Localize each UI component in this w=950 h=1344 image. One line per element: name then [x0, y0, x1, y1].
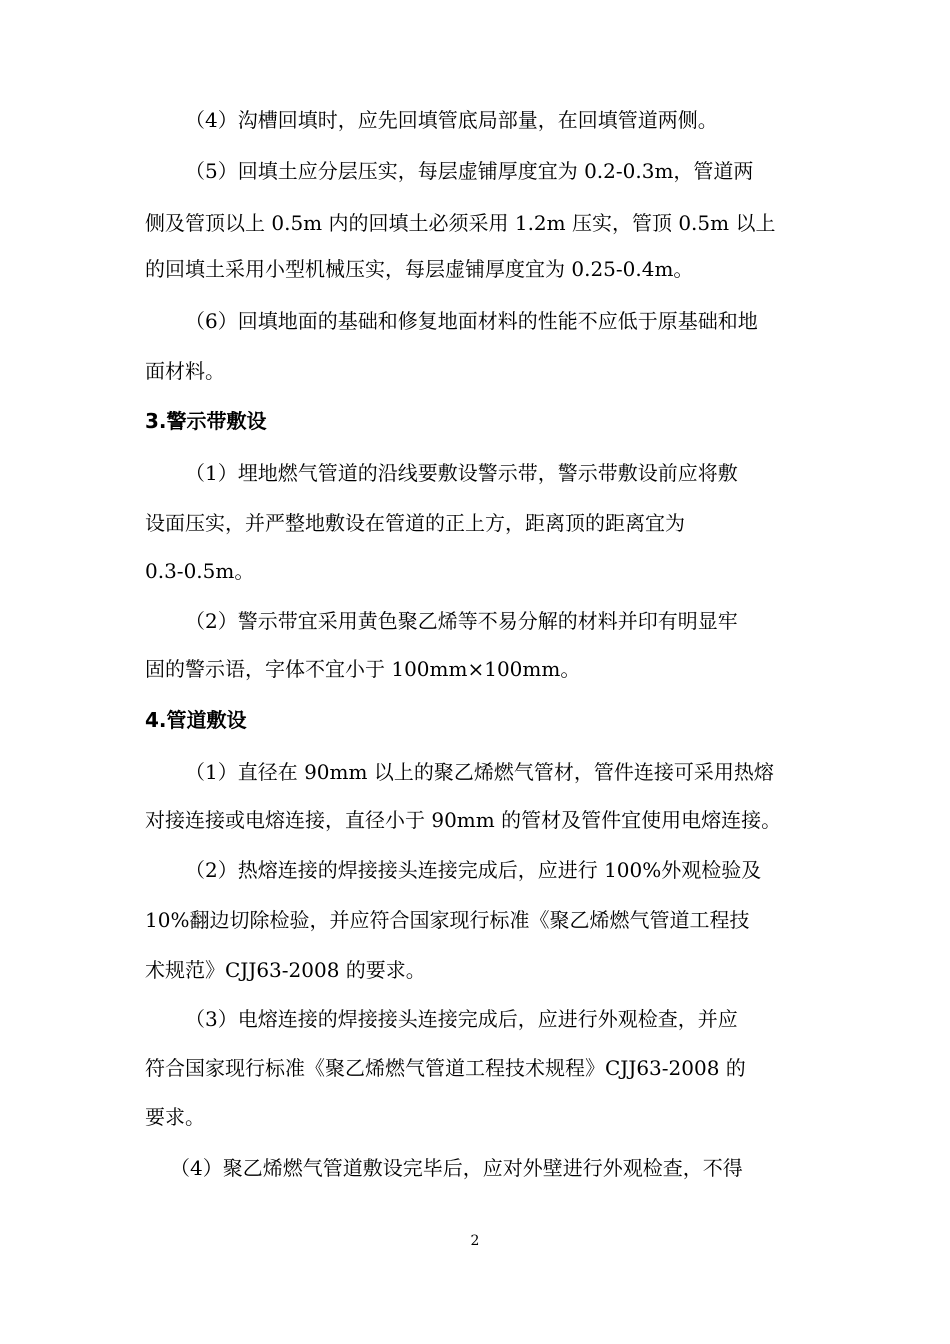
pipe-laying-item-2-line-2: 10%翻边切除检验，并应符合国家现行标准《聚乙烯燃气管道工程技 [145, 908, 750, 932]
pipe-laying-item-1-line-1: （1）直径在 90mm 以上的聚乙烯燃气管材，管件连接可采用热熔 [185, 760, 774, 784]
pipe-laying-item-2-line-1: （2）热熔连接的焊接接头连接完成后，应进行 100%外观检验及 [185, 858, 762, 882]
section-heading-warning-tape: 3.警示带敷设 [145, 409, 267, 433]
paragraph-5-line-3: 的回填土采用小型机械压实，每层虚铺厚度宜为 0.25-0.4m。 [145, 257, 694, 281]
page-number: 2 [470, 1233, 480, 1249]
paragraph-4-backfill-order: （4）沟槽回填时，应先回填管底局部量，在回填管道两侧。 [185, 108, 718, 132]
pipe-laying-item-4-line-1: （4）聚乙烯燃气管道敷设完毕后，应对外壁进行外观检查，不得 [170, 1156, 743, 1180]
section-heading-pipe-laying: 4.管道敷设 [145, 708, 247, 732]
pipe-laying-item-1-line-2: 对接连接或电熔连接，直径小于 90mm 的管材及管件宜使用电熔连接。 [145, 808, 782, 832]
pipe-laying-item-3-line-1: （3）电熔连接的焊接接头连接完成后，应进行外观检查，并应 [185, 1007, 738, 1031]
warning-tape-item-1-line-3: 0.3-0.5m。 [145, 559, 255, 583]
warning-tape-item-2-line-2: 固的警示语，字体不宜小于 100mm×100mm。 [145, 657, 581, 681]
paragraph-6-line-1: （6）回填地面的基础和修复地面材料的性能不应低于原基础和地 [185, 309, 758, 333]
pipe-laying-item-3-line-2: 符合国家现行标准《聚乙烯燃气管道工程技术规程》CJJ63-2008 的 [145, 1056, 746, 1080]
warning-tape-item-1-line-2: 设面压实，并严整地敷设在管道的正上方，距离顶的距离宜为 [145, 511, 685, 535]
pipe-laying-item-2-line-3: 术规范》CJJ63-2008 的要求。 [145, 958, 426, 982]
paragraph-5-line-1: （5）回填土应分层压实，每层虚铺厚度宜为 0.2-0.3m，管道两 [185, 159, 754, 183]
warning-tape-item-2-line-1: （2）警示带宜采用黄色聚乙烯等不易分解的材料并印有明显牢 [185, 609, 738, 633]
paragraph-5-line-2: 侧及管顶以上 0.5m 内的回填土必须采用 1.2m 压实，管顶 0.5m 以上 [145, 211, 776, 235]
pipe-laying-item-3-line-3: 要求。 [145, 1105, 205, 1129]
warning-tape-item-1-line-1: （1）埋地燃气管道的沿线要敷设警示带，警示带敷设前应将敷 [185, 461, 738, 485]
paragraph-6-line-2: 面材料。 [145, 359, 225, 383]
